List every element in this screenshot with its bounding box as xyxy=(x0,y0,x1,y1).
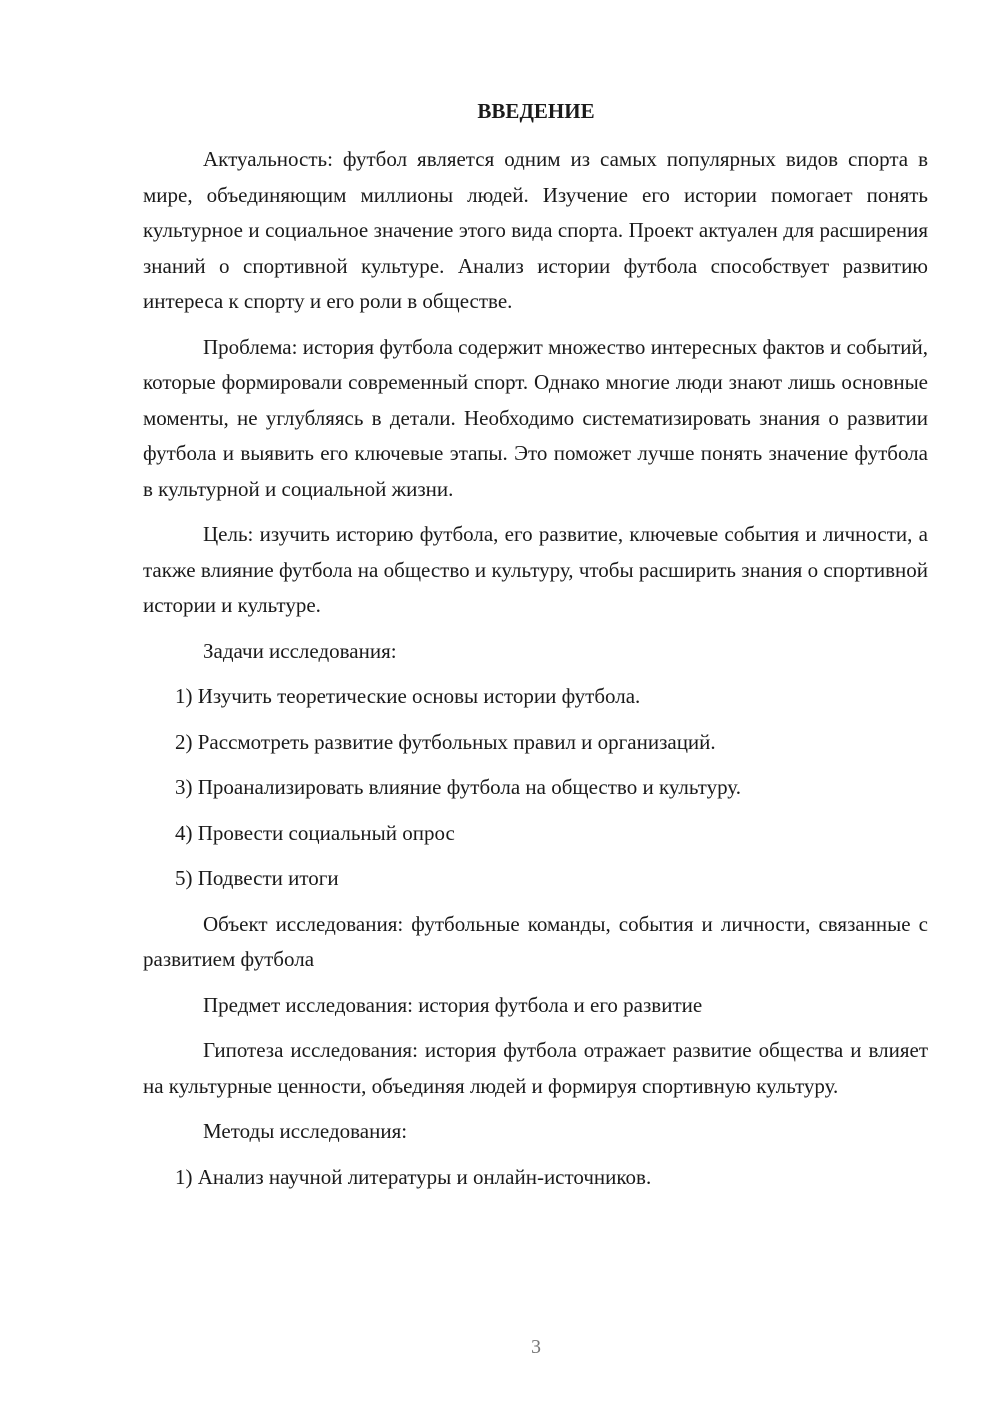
tasks-heading: Задачи исследования: xyxy=(203,638,397,663)
problem-paragraph: Проблема: история футбола содержит множество интересных фактов и событий, которые формировали современный спорт. Однако многие люди знают лишь основные моменты, не углубляясь в детали. Необходимо систематизировать знания о развитии футбола и выявить его ключевые этапы. Это поможет лучше понять значение футбола в культурной и социальной жизни. xyxy=(143,334,928,501)
document-body xyxy=(143,142,928,1205)
object-paragraph: Объект исследования: футбольные команды, события и личности, связанные с развитием футбола xyxy=(143,911,928,971)
task-item: 5) Подвести итоги xyxy=(175,866,339,890)
goal-paragraph: Цель: изучить историю футбола, его развитие, ключевые события и личности, а также влияние футбола на общество и культуру, чтобы расширить знания о спортивной истории и культуре. xyxy=(143,522,928,617)
method-item: 1) Анализ научной литературы и онлайн-источников. xyxy=(175,1164,652,1189)
task-item: 3) Проанализировать влияние футбола на общество и культуру. xyxy=(175,775,741,799)
task-item: 4) Провести социальный опрос xyxy=(175,820,455,845)
task-item: 1) Изучить теоретические основы истории футбола. xyxy=(175,684,641,708)
hypothesis-paragraph: Гипотеза исследования: история футбола отражает развитие общества и влияет на культурные ценности, объединяя людей и формируя спортивную культуру. xyxy=(143,1038,928,1098)
methods-heading: Методы исследования: xyxy=(203,1119,408,1143)
subject-paragraph: Предмет исследования: история футбола и его развитие xyxy=(203,992,703,1017)
task-item: 2) Рассмотреть развитие футбольных правил и организаций. xyxy=(175,729,716,754)
page-number: 3 xyxy=(531,1336,541,1358)
page-title: ВВЕДЕНИЕ xyxy=(477,99,595,123)
relevance-paragraph: Актуальность: футбол является одним из самых популярных видов спорта в мире, объединяющим миллионы людей. Изучение его истории помогает понять культурное и социальное значение этого вида спорта. Проект актуален для расширения знаний о спортивной культуре. Анализ истории футбола способствует развитию интереса к спорту и его роли в обществе. xyxy=(143,147,928,313)
